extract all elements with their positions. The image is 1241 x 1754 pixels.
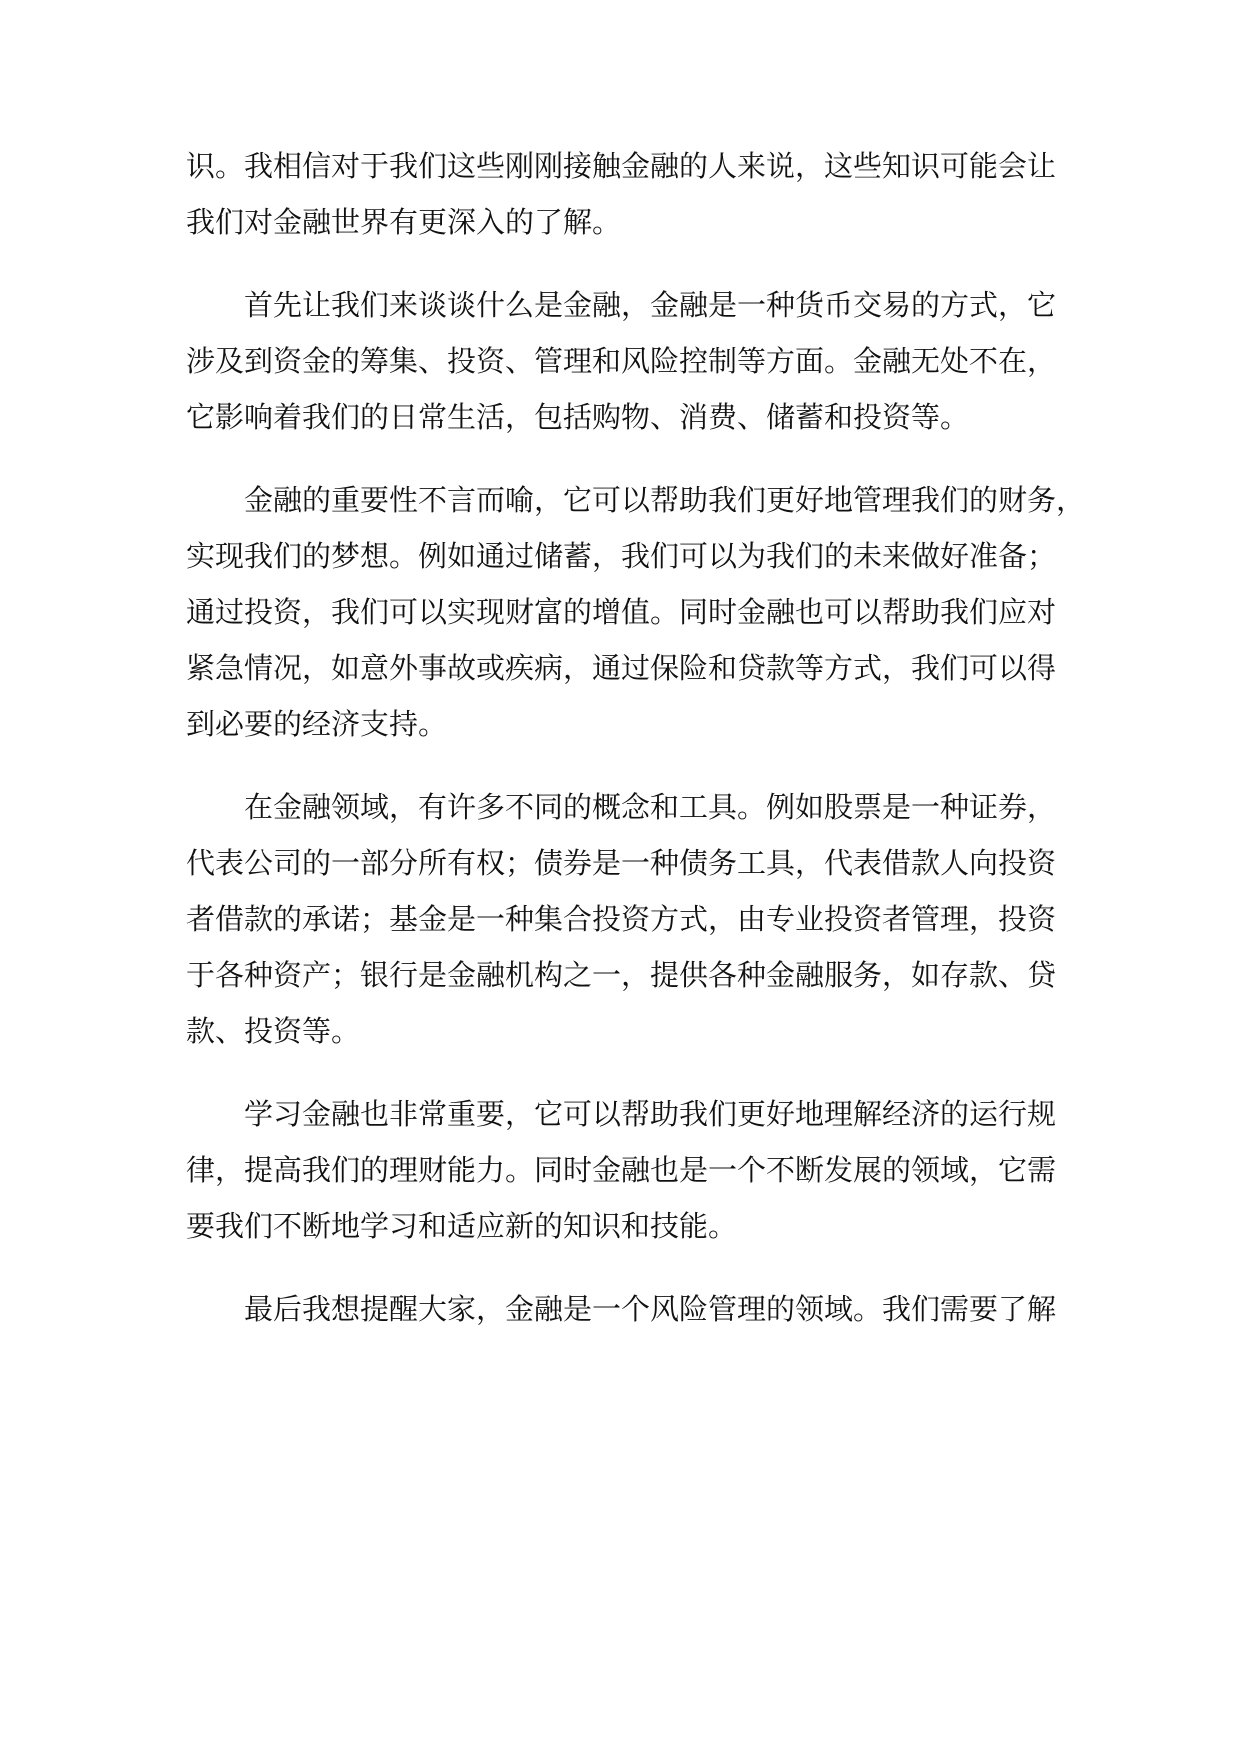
text-line: 它影响着我们的日常生活，包括购物、消费、储蓄和投资等。 — [186, 400, 970, 434]
text-line: 者借款的承诺；基金是一种集合投资方式，由专业投资者管理，投资 — [186, 902, 1057, 936]
paragraph-2 — [186, 277, 1057, 445]
paragraph-4 — [186, 779, 1057, 1059]
text-line: 我们对金融世界有更深入的了解。 — [186, 205, 622, 239]
paragraph-6 — [186, 1281, 1057, 1337]
text-line: 学习金融也非常重要，它可以帮助我们更好地理解经济的运行规 — [244, 1097, 1057, 1131]
text-line: 识。我相信对于我们这些刚刚接触金融的人来说，这些知识可能会让 — [186, 149, 1057, 183]
text-line: 于各种资产；银行是金融机构之一，提供各种金融服务，如存款、贷 — [186, 958, 1057, 992]
text-line: 最后我想提醒大家，金融是一个风险管理的领域。我们需要了解 — [244, 1292, 1057, 1326]
text-line: 款、投资等。 — [186, 1014, 361, 1048]
text-line: 代表公司的一部分所有权；债券是一种债务工具，代表借款人向投资 — [186, 846, 1057, 880]
text-line: 律，提高我们的理财能力。同时金融也是一个不断发展的领域，它需 — [186, 1153, 1057, 1187]
paragraph-5 — [186, 1086, 1057, 1254]
text-line: 紧急情况，如意外事故或疾病，通过保险和贷款等方式，我们可以得 — [186, 651, 1057, 685]
paragraph-3 — [186, 472, 1086, 752]
text-line: 通过投资，我们可以实现财富的增值。同时金融也可以帮助我们应对 — [186, 595, 1057, 629]
text-line: 要我们不断地学习和适应新的知识和技能。 — [186, 1209, 738, 1243]
text-line: 在金融领域，有许多不同的概念和工具。例如股票是一种证券， — [244, 790, 1057, 824]
paragraph-1 — [186, 138, 1057, 250]
document-body — [186, 138, 1086, 1364]
text-line: 金融的重要性不言而喻，它可以帮助我们更好地管理我们的财务， — [244, 483, 1086, 517]
text-line: 首先让我们来谈谈什么是金融，金融是一种货币交易的方式，它 — [244, 288, 1057, 322]
text-line: 实现我们的梦想。例如通过储蓄，我们可以为我们的未来做好准备； — [186, 539, 1057, 573]
text-line: 到必要的经济支持。 — [186, 707, 448, 741]
text-line: 涉及到资金的筹集、投资、管理和风险控制等方面。金融无处不在， — [186, 344, 1057, 378]
